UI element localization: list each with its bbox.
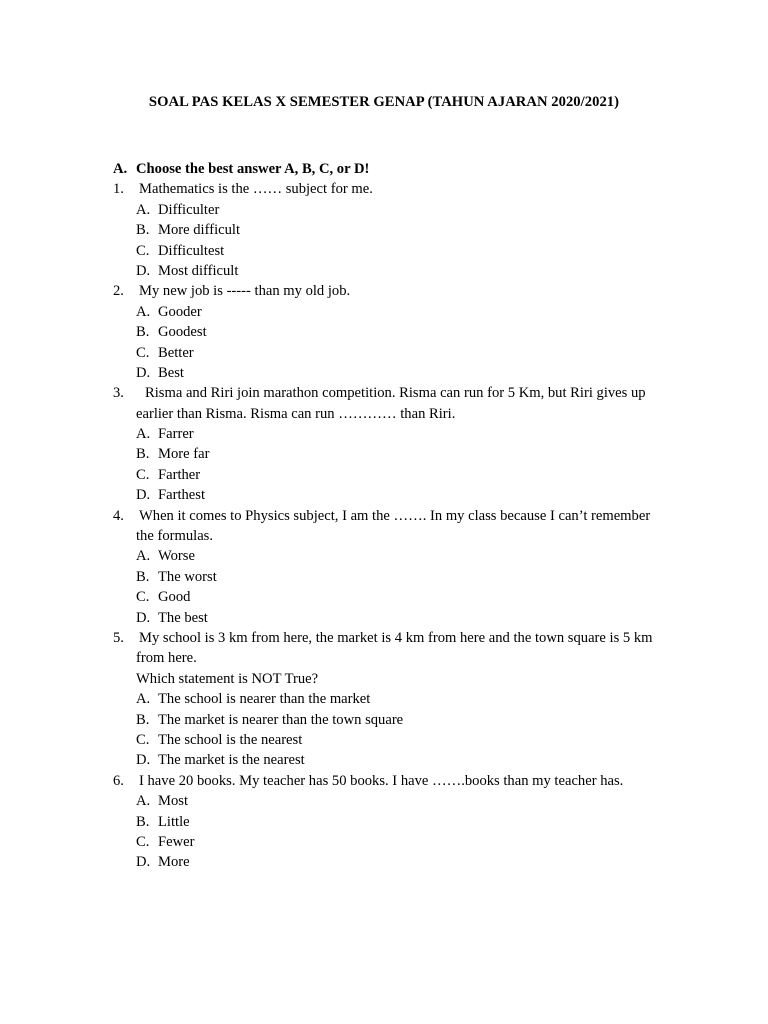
option-text: Goodest <box>158 324 207 341</box>
question-number: 1. <box>113 181 124 198</box>
option-text: The best <box>158 609 208 626</box>
option-label: A. <box>136 201 151 218</box>
question-text: My school is 3 km from here, the market is 4 km from here and the town square is 5 km <box>139 629 653 646</box>
question-number: 4. <box>113 507 124 524</box>
option-text: Farrer <box>158 426 194 443</box>
option-text: Good <box>158 589 191 606</box>
option-text: Farther <box>158 466 201 483</box>
question-1 <box>113 179 683 199</box>
question-text: I have 20 books. My teacher has 50 books. I have …….books than my teacher has. <box>139 772 624 789</box>
option-text: Better <box>158 344 194 361</box>
question-number: 3. <box>113 385 124 402</box>
option-label: B. <box>136 711 150 728</box>
option-label: D. <box>136 854 151 871</box>
question-4 <box>113 506 683 526</box>
option-text: Most <box>158 793 189 810</box>
option-text: Gooder <box>158 303 202 320</box>
option-4d <box>113 608 683 628</box>
option-text: The market is the nearest <box>158 752 305 769</box>
option-text: Little <box>158 813 190 830</box>
option-5a <box>113 689 683 709</box>
option-3a <box>113 424 683 444</box>
option-label: A. <box>136 793 151 810</box>
question-number: 2. <box>113 283 124 300</box>
option-2d <box>113 363 683 383</box>
option-3b <box>113 444 683 464</box>
page-title: SOAL PAS KELAS X SEMESTER GENAP (TAHUN AJARAN 2020/2021) <box>148 94 620 110</box>
option-2b <box>113 322 683 342</box>
option-1a <box>113 200 683 220</box>
option-label: A. <box>136 548 151 565</box>
option-4a <box>113 546 683 566</box>
option-label: C. <box>136 344 150 361</box>
question-2 <box>113 281 683 301</box>
option-text: Best <box>158 364 184 381</box>
question-5 <box>113 628 683 648</box>
option-label: A. <box>136 426 151 443</box>
option-label: C. <box>136 731 150 748</box>
question-prompt: Which statement is NOT True? <box>136 670 319 687</box>
option-label: C. <box>136 589 150 606</box>
option-label: B. <box>136 324 150 341</box>
option-label: D. <box>136 487 151 504</box>
option-label: D. <box>136 609 151 626</box>
question-text: Risma and Riri join marathon competition. Risma can run for 5 Km, but Riri gives up <box>145 385 646 402</box>
option-label: C. <box>136 466 150 483</box>
option-6c <box>113 832 683 852</box>
option-text: More <box>158 854 190 871</box>
option-3c <box>113 465 683 485</box>
option-5c <box>113 730 683 750</box>
question-6 <box>113 771 683 791</box>
option-text: Most difficult <box>158 262 239 279</box>
option-2c <box>113 343 683 363</box>
option-label: C. <box>136 242 150 259</box>
option-text: The worst <box>158 568 217 585</box>
option-text: The school is the nearest <box>158 731 303 748</box>
question-text-continued: from here. <box>136 650 197 667</box>
question-text: My new job is ----- than my old job. <box>139 283 351 300</box>
option-2a <box>113 302 683 322</box>
option-text: More far <box>158 446 210 463</box>
option-1b <box>113 220 683 240</box>
option-4c <box>113 587 683 607</box>
section-label: A. <box>113 161 128 177</box>
option-label: A. <box>136 303 151 320</box>
question-text: Mathematics is the …… subject for me. <box>139 181 373 198</box>
section-heading <box>113 159 683 179</box>
option-text: Worse <box>158 548 195 565</box>
option-1d <box>113 261 683 281</box>
option-label: D. <box>136 752 151 769</box>
option-text: Difficulter <box>158 201 220 218</box>
option-label: D. <box>136 262 151 279</box>
question-text: When it comes to Physics subject, I am the ……. In my class because I can’t remember <box>139 507 651 524</box>
option-label: B. <box>136 446 150 463</box>
question-number: 6. <box>113 772 124 789</box>
option-6a <box>113 791 683 811</box>
option-label: D. <box>136 364 151 381</box>
option-label: B. <box>136 813 150 830</box>
option-4b <box>113 567 683 587</box>
option-6b <box>113 812 683 832</box>
option-label: A. <box>136 691 151 708</box>
option-1c <box>113 241 683 261</box>
option-text: Fewer <box>158 833 195 850</box>
question-text-continued: earlier than Risma. Risma can run ………… than Riri. <box>136 405 456 422</box>
question-text-continued: the formulas. <box>136 528 214 545</box>
section-instruction: Choose the best answer A, B, C, or D! <box>136 161 370 177</box>
option-text: The school is nearer than the market <box>158 691 371 708</box>
option-label: B. <box>136 568 150 585</box>
option-text: Difficultest <box>158 242 225 259</box>
option-text: Farthest <box>158 487 206 504</box>
option-5d <box>113 750 683 770</box>
option-label: B. <box>136 222 150 239</box>
question-3 <box>113 383 683 403</box>
option-label: C. <box>136 833 150 850</box>
option-3d <box>113 485 683 505</box>
question-number: 5. <box>113 629 124 646</box>
option-text: More difficult <box>158 222 241 239</box>
option-6d <box>113 852 683 872</box>
question-list <box>113 159 683 873</box>
option-text: The market is nearer than the town square <box>158 711 404 728</box>
option-5b <box>113 710 683 730</box>
